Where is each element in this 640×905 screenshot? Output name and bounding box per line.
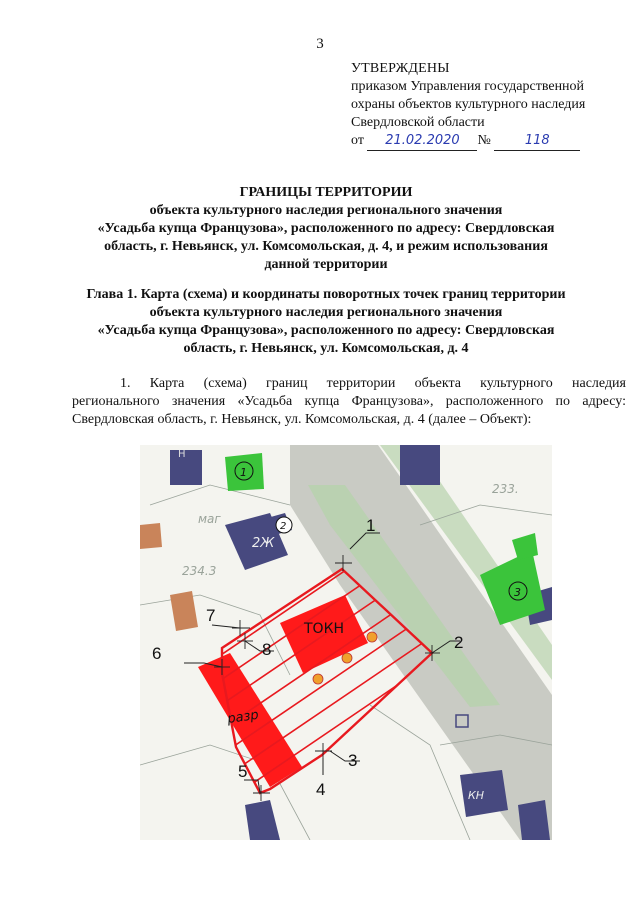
n-label: Н (178, 449, 186, 460)
approval-date-line (351, 132, 585, 151)
chapter-line: Глава 1. Карта (схема) и координаты поворотных точек границ территории (86, 287, 566, 302)
number-prefix: № (477, 133, 491, 148)
point-label: 7 (206, 606, 216, 625)
paragraph-line: 1. Карта (схема) границ территории объекта культурного наследия (120, 376, 626, 391)
point-label: 1 (366, 516, 376, 535)
circle-label: 1 (240, 466, 247, 479)
approval-number: 118 (494, 132, 580, 151)
circle-label: 3 (514, 586, 521, 599)
title-line: данной территории (264, 257, 388, 272)
chapter-line: объекта культурного наследия регионального значения (149, 305, 503, 320)
title-line: область, г. Невьянск, ул. Комсомольская, д. 4, и режим использования (104, 239, 548, 254)
approval-heading: УТВЕРЖДЕНЫ (351, 61, 450, 76)
chapter-line: область, г. Невьянск, ул. Комсомольская, д. 4 (183, 341, 469, 356)
point-label: 5 (238, 762, 248, 781)
boundary-map (140, 445, 552, 840)
approval-line: охраны объектов культурного наследия (351, 97, 586, 112)
paragraph-line: регионального значения «Усадьба купца Французова», расположенного по адресу: (72, 394, 626, 409)
approval-date: 21.02.2020 (367, 132, 477, 151)
elevation-label: 234.3 (182, 564, 217, 578)
paragraph-line: Свердловская область, г. Невьянск, ул. Комсомольская, д. 4 (далее – Объект): (72, 412, 532, 427)
elevation-label: 233. (492, 482, 519, 496)
tokn-label: ТОКН (304, 621, 345, 637)
title-line: объекта культурного наследия регионального значения (149, 203, 503, 218)
approval-block (351, 60, 585, 151)
point-label: 4 (316, 780, 326, 799)
date-prefix: от (351, 133, 364, 148)
mag-label: маг (198, 512, 221, 526)
approval-line: приказом Управления государственной (351, 79, 585, 94)
title-line: ГРАНИЦЫ ТЕРРИТОРИИ (239, 185, 413, 200)
floors-label: 2Ж (252, 536, 275, 551)
title-line: «Усадьба купца Французова», расположенного по адресу: Свердловская (97, 221, 555, 236)
paragraph (72, 375, 626, 429)
circle-label: 2 (280, 521, 287, 532)
kn-label: КН (468, 789, 485, 802)
approval-line: Свердловской области (351, 115, 485, 130)
page-number: 3 (316, 36, 324, 52)
point-label: 6 (152, 644, 162, 663)
point-label: 3 (348, 751, 358, 770)
document-title (60, 184, 592, 274)
point-label: 2 (454, 633, 464, 652)
chapter-line: «Усадьба купца Французова», расположенного по адресу: Свердловская (97, 323, 555, 338)
point-label: 8 (262, 640, 272, 659)
razr-label: разр (226, 707, 260, 727)
chapter-heading (60, 286, 592, 358)
